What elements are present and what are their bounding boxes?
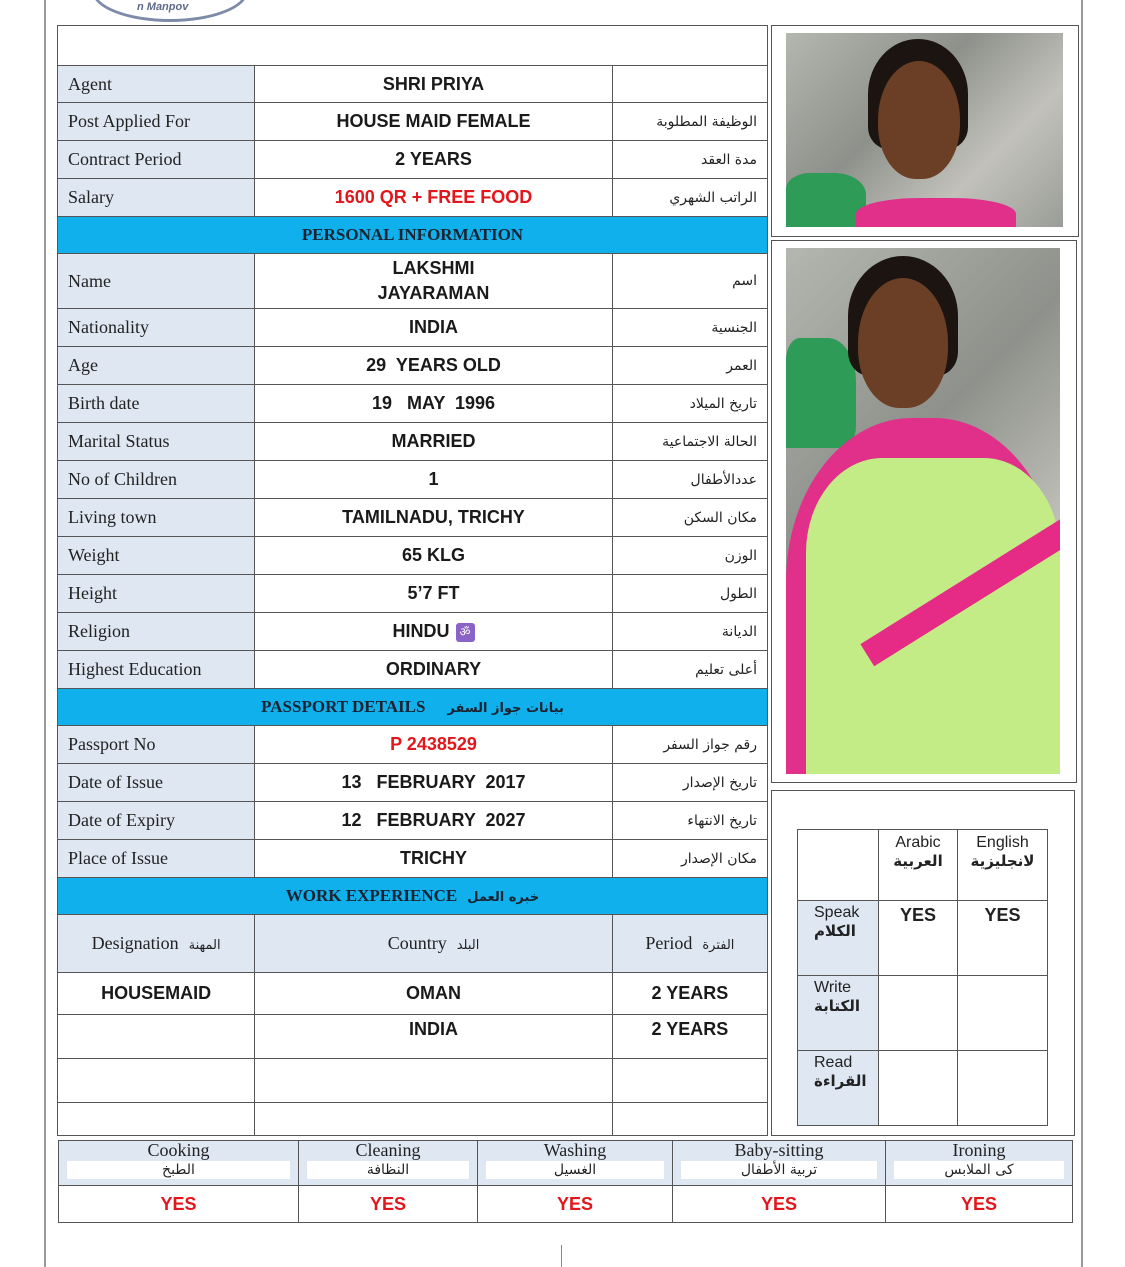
col-arabic: Arabic العربية — [879, 830, 958, 901]
value-education: ORDINARY — [255, 651, 612, 689]
work-period: 2 YEARS — [612, 1015, 767, 1059]
page-border-left — [44, 0, 46, 1267]
portrait-photo — [786, 33, 1063, 227]
arabic-birthdate: تاريخ الميلاد — [612, 385, 767, 423]
label-issue-date: Date of Issue — [58, 764, 255, 802]
row-expiry-date — [58, 802, 768, 840]
row-write-label: Write الكتابة — [798, 976, 879, 1051]
company-logo — [92, 0, 248, 22]
row-agent — [58, 66, 768, 103]
ironing-value: YES — [886, 1186, 1073, 1223]
work-country — [255, 1059, 612, 1103]
language-header-row — [798, 830, 1048, 901]
value-passport-no: P 2438529 — [255, 726, 612, 764]
value-post: HOUSE MAID FEMALE — [255, 103, 612, 141]
row-town — [58, 499, 768, 537]
value-weight: 65 KLG — [255, 537, 612, 575]
skill-cooking: Cooking الطبخ — [59, 1141, 299, 1186]
work-header-row — [58, 915, 768, 973]
language-row-speak — [798, 901, 1048, 976]
row-religion — [58, 613, 768, 651]
value-name — [255, 254, 612, 309]
heading-passport-ar: بيانات جواز السفر — [447, 701, 564, 716]
arabic-contract: مدة العقد — [612, 141, 767, 179]
value-children: 1 — [255, 461, 612, 499]
cleaning-value: YES — [299, 1186, 478, 1223]
label-marital: Marital Status — [58, 423, 255, 461]
heading-personal: PERSONAL INFORMATION — [58, 217, 768, 254]
label-agent: Agent — [58, 66, 255, 103]
arabic-religion: الديانة — [612, 613, 767, 651]
value-place-issue: TRICHY — [255, 840, 612, 878]
label-contract: Contract Period — [58, 141, 255, 179]
speak-arabic-level: YES — [879, 901, 958, 976]
col-period: Period الفترة — [612, 915, 767, 973]
label-salary: Salary — [58, 179, 255, 217]
logo-text: n Manpov — [137, 1, 189, 13]
row-speak-label: Speak الكلام — [798, 901, 879, 976]
top-spacer-row — [58, 26, 768, 66]
label-name: Name — [58, 254, 255, 309]
language-row-write — [798, 976, 1048, 1051]
language-corner — [798, 830, 879, 901]
value-nationality: INDIA — [255, 309, 612, 347]
value-contract: 2 YEARS — [255, 141, 612, 179]
cooking-value: YES — [59, 1186, 299, 1223]
work-country: OMAN — [255, 973, 612, 1015]
arabic-age: العمر — [612, 347, 767, 385]
label-age: Age — [58, 347, 255, 385]
section-personal — [58, 217, 768, 254]
skill-baby-sitting: Baby-sitting تربية الأطفال — [673, 1141, 886, 1186]
work-period: 2 YEARS — [612, 973, 767, 1015]
row-post — [58, 103, 768, 141]
heading-work-ar: خبره العمل — [467, 890, 540, 905]
row-nationality — [58, 309, 768, 347]
skill-ironing: Ironing كى الملابس — [886, 1141, 1073, 1186]
arabic-name: اسم — [612, 254, 767, 309]
write-english-level — [958, 976, 1048, 1051]
label-weight: Weight — [58, 537, 255, 575]
name-line1: LAKSHMI — [392, 258, 475, 278]
heading-work — [58, 878, 768, 915]
row-read-label: Read القراءة — [798, 1051, 879, 1126]
work-designation — [58, 1103, 255, 1136]
heading-passport-en: PASSPORT DETAILS — [261, 697, 426, 716]
value-agent: SHRI PRIYA — [255, 66, 612, 103]
washing-value: YES — [478, 1186, 673, 1223]
work-country: INDIA — [255, 1015, 612, 1059]
row-issue-date — [58, 764, 768, 802]
cv-main-table — [57, 25, 768, 1136]
row-contract — [58, 141, 768, 179]
section-work — [58, 878, 768, 915]
label-place-issue: Place of Issue — [58, 840, 255, 878]
label-nationality: Nationality — [58, 309, 255, 347]
value-height: 5’7 FT — [255, 575, 612, 613]
full-length-photo — [786, 248, 1060, 774]
read-arabic-level — [879, 1051, 958, 1126]
work-row — [58, 1059, 768, 1103]
value-expiry-date: 12 FEBRUARY 2027 — [255, 802, 612, 840]
row-weight — [58, 537, 768, 575]
value-salary: 1600 QR + FREE FOOD — [255, 179, 612, 217]
arabic-education: أعلى تعليم — [612, 651, 767, 689]
heading-passport — [58, 689, 768, 726]
arabic-children: عددالأطفال — [612, 461, 767, 499]
arabic-passport-no: رقم جواز السفر — [612, 726, 767, 764]
label-religion: Religion — [58, 613, 255, 651]
label-post: Post Applied For — [58, 103, 255, 141]
row-birthdate — [58, 385, 768, 423]
label-education: Highest Education — [58, 651, 255, 689]
row-salary — [58, 179, 768, 217]
label-height: Height — [58, 575, 255, 613]
work-designation — [58, 1059, 255, 1103]
arabic-nationality: الجنسية — [612, 309, 767, 347]
arabic-place-issue: مكان الإصدار — [612, 840, 767, 878]
col-english: English لانجليزية — [958, 830, 1048, 901]
skill-washing: Washing الغسيل — [478, 1141, 673, 1186]
work-row — [58, 1103, 768, 1136]
arabic-salary: الراتب الشهري — [612, 179, 767, 217]
read-english-level — [958, 1051, 1048, 1126]
row-place-issue — [58, 840, 768, 878]
value-age: 29 YEARS OLD — [255, 347, 612, 385]
baby-sitting-value: YES — [673, 1186, 886, 1223]
value-religion — [255, 613, 612, 651]
skills-table — [58, 1140, 1073, 1223]
work-designation — [58, 1015, 255, 1059]
row-passport-no — [58, 726, 768, 764]
value-issue-date: 13 FEBRUARY 2017 — [255, 764, 612, 802]
label-expiry-date: Date of Expiry — [58, 802, 255, 840]
language-table — [797, 829, 1048, 1126]
arabic-town: مكان السكن — [612, 499, 767, 537]
arabic-height: الطول — [612, 575, 767, 613]
arabic-agent — [612, 66, 767, 103]
row-age — [58, 347, 768, 385]
arabic-post: الوظيفة المطلوبة — [612, 103, 767, 141]
value-marital: MARRIED — [255, 423, 612, 461]
arabic-marital: الحالة الاجتماعية — [612, 423, 767, 461]
skills-header-row — [59, 1141, 1073, 1186]
arabic-expiry-date: تاريخ الانتهاء — [612, 802, 767, 840]
skill-cleaning: Cleaning النظافة — [299, 1141, 478, 1186]
arabic-issue-date: تاريخ الإصدار — [612, 764, 767, 802]
value-town: TAMILNADU, TRICHY — [255, 499, 612, 537]
col-designation: Designation المهنة — [58, 915, 255, 973]
heading-work-en: WORK EXPERIENCE — [285, 886, 458, 905]
label-birthdate: Birth date — [58, 385, 255, 423]
skills-value-row — [59, 1186, 1073, 1223]
work-row — [58, 973, 768, 1015]
speak-english-level: YES — [958, 901, 1048, 976]
work-period — [612, 1059, 767, 1103]
page-border-right — [1081, 0, 1083, 1267]
label-passport-no: Passport No — [58, 726, 255, 764]
value-birthdate: 19 MAY 1996 — [255, 385, 612, 423]
work-period — [612, 1103, 767, 1136]
row-marital — [58, 423, 768, 461]
language-row-read — [798, 1051, 1048, 1126]
work-row — [58, 1015, 768, 1059]
text-cursor — [561, 1245, 562, 1267]
arabic-weight: الوزن — [612, 537, 767, 575]
row-education — [58, 651, 768, 689]
label-children: No of Children — [58, 461, 255, 499]
row-name — [58, 254, 768, 309]
name-line2: JAYARAMAN — [377, 283, 490, 303]
row-children — [58, 461, 768, 499]
religion-text: HINDU — [392, 621, 450, 641]
write-arabic-level — [879, 976, 958, 1051]
work-designation: HOUSEMAID — [58, 973, 255, 1015]
om-icon: ॐ — [456, 623, 475, 642]
row-height — [58, 575, 768, 613]
section-passport — [58, 689, 768, 726]
col-country: Country البلد — [255, 915, 612, 973]
label-town: Living town — [58, 499, 255, 537]
work-country — [255, 1103, 612, 1136]
